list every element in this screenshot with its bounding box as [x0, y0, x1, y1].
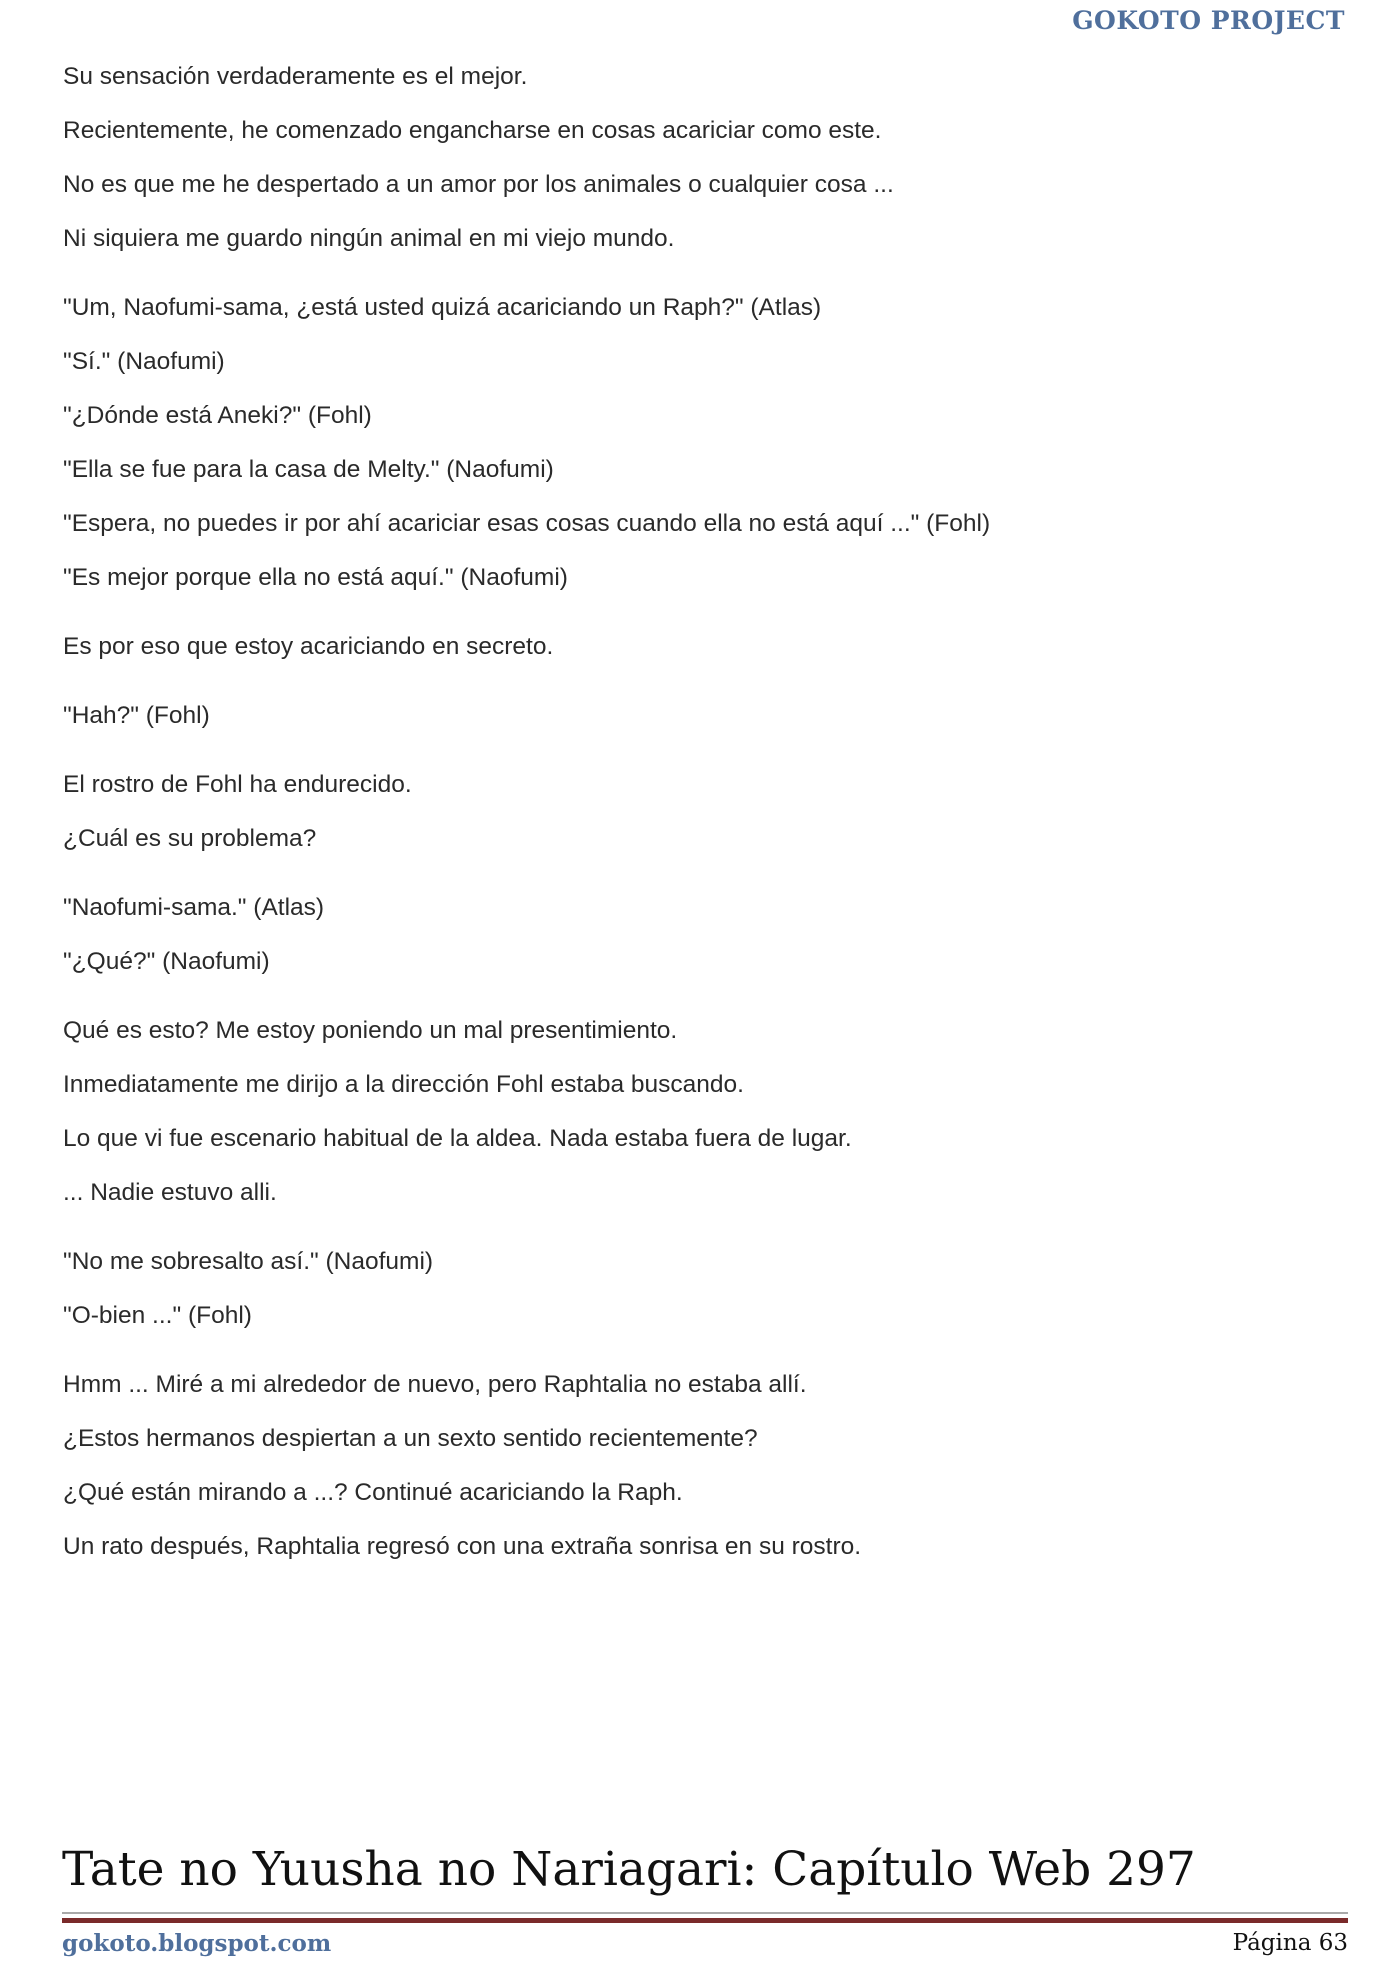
paragraph-line: El rostro de Fohl ha endurecido. [63, 771, 412, 798]
dialogue-line: "Hah?" (Fohl) [63, 702, 210, 729]
paragraph-line: Inmediatamente me dirijo a la dirección Fohl estaba buscando. [63, 1071, 744, 1098]
dialogue-line: "No me sobresalto así." (Naofumi) [63, 1248, 434, 1275]
brand-header: GOKOTO PROJECT [1072, 6, 1345, 35]
footer-rule-thick [62, 1918, 1348, 1923]
paragraph-line: Su sensación verdaderamente es el mejor. [63, 63, 528, 90]
dialogue-line: "O-bien ..." (Fohl) [63, 1302, 252, 1329]
paragraph-line: Qué es esto? Me estoy poniendo un mal presentimiento. [63, 1017, 678, 1044]
document-body [63, 62, 1343, 1586]
dialogue-line: "Sí." (Naofumi) [63, 348, 225, 375]
dialogue-line: "Naofumi-sama." (Atlas) [63, 894, 325, 921]
dialogue-line: "¿Qué?" (Naofumi) [63, 948, 270, 975]
footer-rule-thin [62, 1912, 1348, 1914]
footer-title: Tate no Yuusha no Nariagari: Capítulo Web 297 [62, 1842, 1196, 1897]
paragraph-line: Ni siquiera me guardo ningún animal en mi viejo mundo. [63, 225, 675, 252]
paragraph-line: Un rato después, Raphtalia regresó con una extraña sonrisa en su rostro. [63, 1533, 862, 1560]
paragraph-line: Hmm ... Miré a mi alrededor de nuevo, pero Raphtalia no estaba allí. [63, 1371, 807, 1398]
dialogue-line: "Ella se fue para la casa de Melty." (Naofumi) [63, 456, 554, 483]
paragraph-line: ... Nadie estuvo alli. [63, 1179, 277, 1206]
footer-url: gokoto.blogspot.com [62, 1930, 332, 1957]
page-number: Página 63 [1232, 1930, 1348, 1956]
paragraph-line: ¿Cuál es su problema? [63, 825, 317, 852]
dialogue-line: "Um, Naofumi-sama, ¿está usted quizá acariciando un Raph?" (Atlas) [63, 294, 822, 321]
dialogue-line: "Espera, no puedes ir por ahí acariciar esas cosas cuando ella no está aquí ..." (Fohl) [63, 510, 991, 537]
paragraph-line: ¿Qué están mirando a ...? Continué acariciando la Raph. [63, 1479, 683, 1506]
paragraph-line: Lo que vi fue escenario habitual de la aldea. Nada estaba fuera de lugar. [63, 1125, 852, 1152]
paragraph-line: Es por eso que estoy acariciando en secreto. [63, 633, 554, 660]
dialogue-line: "¿Dónde está Aneki?" (Fohl) [63, 402, 372, 429]
dialogue-line: "Es mejor porque ella no está aquí." (Naofumi) [63, 564, 568, 591]
paragraph-line: ¿Estos hermanos despiertan a un sexto sentido recientemente? [63, 1425, 758, 1452]
paragraph-line: No es que me he despertado a un amor por los animales o cualquier cosa ... [63, 171, 894, 198]
paragraph-line: Recientemente, he comenzado engancharse en cosas acariciar como este. [63, 117, 882, 144]
